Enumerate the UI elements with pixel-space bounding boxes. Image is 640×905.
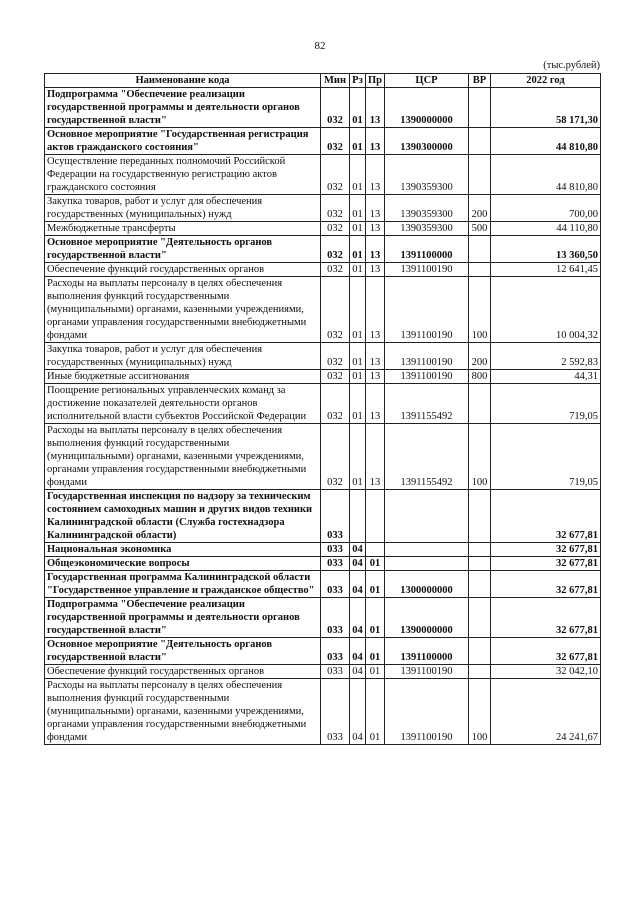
- cell-amount: 719,05: [491, 424, 601, 490]
- cell-amount: 32 677,81: [491, 543, 601, 557]
- cell-pr: 01: [366, 598, 385, 638]
- cell-amount: 44 810,80: [491, 155, 601, 195]
- cell-min: 032: [321, 222, 350, 236]
- cell-pr: 13: [366, 195, 385, 222]
- cell-min: 032: [321, 155, 350, 195]
- cell-name: Обеспечение функций государственных органов: [45, 665, 321, 679]
- table-row: [45, 277, 601, 343]
- cell-pr: 13: [366, 263, 385, 277]
- cell-pr: 01: [366, 679, 385, 745]
- cell-vr: 800: [469, 370, 491, 384]
- cell-name: Расходы на выплаты персоналу в целях обеспечения выполнения функций государственными (муниципальными) органами, казенными учреждениями, органами управления государственными внебюджетными фондами: [45, 277, 321, 343]
- cell-pr: 13: [366, 277, 385, 343]
- cell-rz: 04: [350, 665, 366, 679]
- cell-csr: [385, 490, 469, 543]
- cell-pr: [366, 490, 385, 543]
- cell-rz: 01: [350, 424, 366, 490]
- table-row: [45, 128, 601, 155]
- cell-rz: 01: [350, 370, 366, 384]
- cell-csr: 1391100190: [385, 665, 469, 679]
- cell-name: Осуществление переданных полномочий Российской Федерации на государственную регистрацию актов гражданского состояния: [45, 155, 321, 195]
- table-row: [45, 543, 601, 557]
- cell-vr: [469, 638, 491, 665]
- cell-amount: 10 004,32: [491, 277, 601, 343]
- cell-csr: 1390359300: [385, 155, 469, 195]
- cell-name: Иные бюджетные ассигнования: [45, 370, 321, 384]
- cell-name: Подпрограмма "Обеспечение реализации государственной программы и деятельности органов государственной власти": [45, 598, 321, 638]
- cell-min: 033: [321, 665, 350, 679]
- cell-min: 032: [321, 236, 350, 263]
- cell-vr: [469, 543, 491, 557]
- cell-rz: 04: [350, 679, 366, 745]
- cell-rz: 01: [350, 195, 366, 222]
- cell-name: Закупка товаров, работ и услуг для обеспечения государственных (муниципальных) нужд: [45, 343, 321, 370]
- cell-rz: 01: [350, 384, 366, 424]
- table-row: [45, 490, 601, 543]
- cell-pr: [366, 543, 385, 557]
- cell-pr: 13: [366, 384, 385, 424]
- cell-min: 032: [321, 370, 350, 384]
- cell-vr: 100: [469, 424, 491, 490]
- cell-vr: 100: [469, 679, 491, 745]
- cell-csr: 1390359300: [385, 222, 469, 236]
- cell-pr: 01: [366, 571, 385, 598]
- cell-csr: 1391100190: [385, 679, 469, 745]
- cell-vr: 100: [469, 277, 491, 343]
- cell-csr: 1391100190: [385, 343, 469, 370]
- cell-pr: 13: [366, 155, 385, 195]
- cell-name: Основное мероприятие "Государственная регистрация актов гражданского состояния": [45, 128, 321, 155]
- budget-table: [44, 73, 601, 745]
- table-row: [45, 571, 601, 598]
- cell-vr: [469, 557, 491, 571]
- cell-vr: [469, 236, 491, 263]
- cell-vr: [469, 263, 491, 277]
- cell-amount: 32 677,81: [491, 571, 601, 598]
- cell-name: Расходы на выплаты персоналу в целях обеспечения выполнения функций государственными (муниципальными) органами, казенными учреждениями, органами управления государственными внебюджетными фондами: [45, 424, 321, 490]
- cell-min: 032: [321, 277, 350, 343]
- cell-vr: [469, 155, 491, 195]
- cell-csr: 1391100190: [385, 263, 469, 277]
- cell-name: Закупка товаров, работ и услуг для обеспечения государственных (муниципальных) нужд: [45, 195, 321, 222]
- cell-amount: 32 677,81: [491, 490, 601, 543]
- header-name: Наименование кода: [45, 74, 321, 88]
- cell-name: Расходы на выплаты персоналу в целях обеспечения выполнения функций государственными (муниципальными) органами, казенными учреждениями, органами управления государственными внебюджетными фондами: [45, 679, 321, 745]
- cell-csr: 1390359300: [385, 195, 469, 222]
- cell-vr: [469, 88, 491, 128]
- cell-pr: 13: [366, 88, 385, 128]
- table-body: [45, 88, 601, 745]
- cell-amount: 13 360,50: [491, 236, 601, 263]
- cell-amount: 700,00: [491, 195, 601, 222]
- cell-rz: 04: [350, 543, 366, 557]
- table-row: [45, 263, 601, 277]
- table-row: [45, 370, 601, 384]
- table-row: [45, 638, 601, 665]
- cell-min: 032: [321, 384, 350, 424]
- cell-amount: 44 810,80: [491, 128, 601, 155]
- cell-rz: 04: [350, 571, 366, 598]
- cell-name: Поощрение региональных управленческих команд за достижение показателей деятельности органов исполнительной власти субъектов Российской Федерации: [45, 384, 321, 424]
- table-row: [45, 236, 601, 263]
- cell-min: 033: [321, 571, 350, 598]
- cell-csr: 1391155492: [385, 424, 469, 490]
- cell-amount: 24 241,67: [491, 679, 601, 745]
- cell-min: 033: [321, 679, 350, 745]
- cell-csr: 1391155492: [385, 384, 469, 424]
- cell-csr: [385, 543, 469, 557]
- cell-vr: [469, 598, 491, 638]
- cell-min: 033: [321, 490, 350, 543]
- table-row: [45, 222, 601, 236]
- cell-rz: 01: [350, 277, 366, 343]
- cell-csr: 1300000000: [385, 571, 469, 598]
- cell-rz: 01: [350, 236, 366, 263]
- cell-rz: 04: [350, 638, 366, 665]
- cell-min: 032: [321, 424, 350, 490]
- cell-rz: 04: [350, 557, 366, 571]
- cell-pr: 13: [366, 128, 385, 155]
- header-pr: Пр: [366, 74, 385, 88]
- table-row: [45, 557, 601, 571]
- cell-vr: [469, 571, 491, 598]
- cell-amount: 2 592,83: [491, 343, 601, 370]
- cell-vr: 500: [469, 222, 491, 236]
- table-row: [45, 195, 601, 222]
- cell-rz: 01: [350, 155, 366, 195]
- cell-name: Государственная инспекция по надзору за техническим состоянием самоходных машин и других видов техники Калининградской области (Служба гостехнадзора Калининградской области): [45, 490, 321, 543]
- cell-pr: 13: [366, 370, 385, 384]
- table-row: [45, 665, 601, 679]
- table-header-row: [45, 74, 601, 88]
- table-row: [45, 424, 601, 490]
- cell-min: 032: [321, 88, 350, 128]
- cell-vr: 200: [469, 343, 491, 370]
- header-csr: ЦСР: [385, 74, 469, 88]
- cell-vr: 200: [469, 195, 491, 222]
- cell-csr: 1391100000: [385, 638, 469, 665]
- cell-name: Общеэкономические вопросы: [45, 557, 321, 571]
- cell-pr: 01: [366, 665, 385, 679]
- cell-amount: 12 641,45: [491, 263, 601, 277]
- table-row: [45, 155, 601, 195]
- cell-name: Национальная экономика: [45, 543, 321, 557]
- cell-csr: 1390000000: [385, 88, 469, 128]
- cell-csr: 1391100190: [385, 370, 469, 384]
- table-row: [45, 679, 601, 745]
- cell-min: 032: [321, 343, 350, 370]
- page-number: 82: [314, 40, 326, 52]
- cell-vr: [469, 490, 491, 543]
- cell-pr: 13: [366, 236, 385, 263]
- cell-min: 032: [321, 195, 350, 222]
- table-row: [45, 598, 601, 638]
- header-rz: Рз: [350, 74, 366, 88]
- header-vr: ВР: [469, 74, 491, 88]
- cell-name: Подпрограмма "Обеспечение реализации государственной программы и деятельности органов государственной власти": [45, 88, 321, 128]
- cell-rz: [350, 490, 366, 543]
- cell-name: Основное мероприятие "Деятельность органов государственной власти": [45, 638, 321, 665]
- cell-rz: 04: [350, 598, 366, 638]
- cell-min: 032: [321, 263, 350, 277]
- header-year: 2022 год: [491, 74, 601, 88]
- cell-pr: 13: [366, 424, 385, 490]
- cell-csr: 1390000000: [385, 598, 469, 638]
- cell-name: Государственная программа Калининградской области "Государственное управление и гражданское общество": [45, 571, 321, 598]
- cell-min: 033: [321, 557, 350, 571]
- cell-csr: [385, 557, 469, 571]
- cell-amount: 44 110,80: [491, 222, 601, 236]
- cell-rz: 01: [350, 343, 366, 370]
- cell-rz: 01: [350, 88, 366, 128]
- cell-pr: 01: [366, 557, 385, 571]
- cell-rz: 01: [350, 263, 366, 277]
- cell-min: 032: [321, 128, 350, 155]
- cell-amount: 32 677,81: [491, 557, 601, 571]
- cell-amount: 58 171,30: [491, 88, 601, 128]
- cell-name: Обеспечение функций государственных органов: [45, 263, 321, 277]
- cell-rz: 01: [350, 222, 366, 236]
- table-row: [45, 384, 601, 424]
- cell-amount: 44,31: [491, 370, 601, 384]
- cell-amount: 719,05: [491, 384, 601, 424]
- cell-name: Основное мероприятие "Деятельность органов государственной власти": [45, 236, 321, 263]
- cell-min: 033: [321, 543, 350, 557]
- cell-min: 033: [321, 598, 350, 638]
- cell-amount: 32 677,81: [491, 598, 601, 638]
- cell-csr: 1391100000: [385, 236, 469, 263]
- cell-pr: 13: [366, 343, 385, 370]
- table-row: [45, 343, 601, 370]
- cell-pr: 13: [366, 222, 385, 236]
- cell-vr: [469, 665, 491, 679]
- cell-amount: 32 677,81: [491, 638, 601, 665]
- cell-rz: 01: [350, 128, 366, 155]
- cell-name: Межбюджетные трансферты: [45, 222, 321, 236]
- table-row: [45, 88, 601, 128]
- cell-vr: [469, 384, 491, 424]
- cell-amount: 32 042,10: [491, 665, 601, 679]
- units-label: (тыс.рублей): [543, 60, 600, 71]
- cell-pr: 01: [366, 638, 385, 665]
- cell-vr: [469, 128, 491, 155]
- header-min: Мин: [321, 74, 350, 88]
- cell-min: 033: [321, 638, 350, 665]
- cell-csr: 1391100190: [385, 277, 469, 343]
- cell-csr: 1390300000: [385, 128, 469, 155]
